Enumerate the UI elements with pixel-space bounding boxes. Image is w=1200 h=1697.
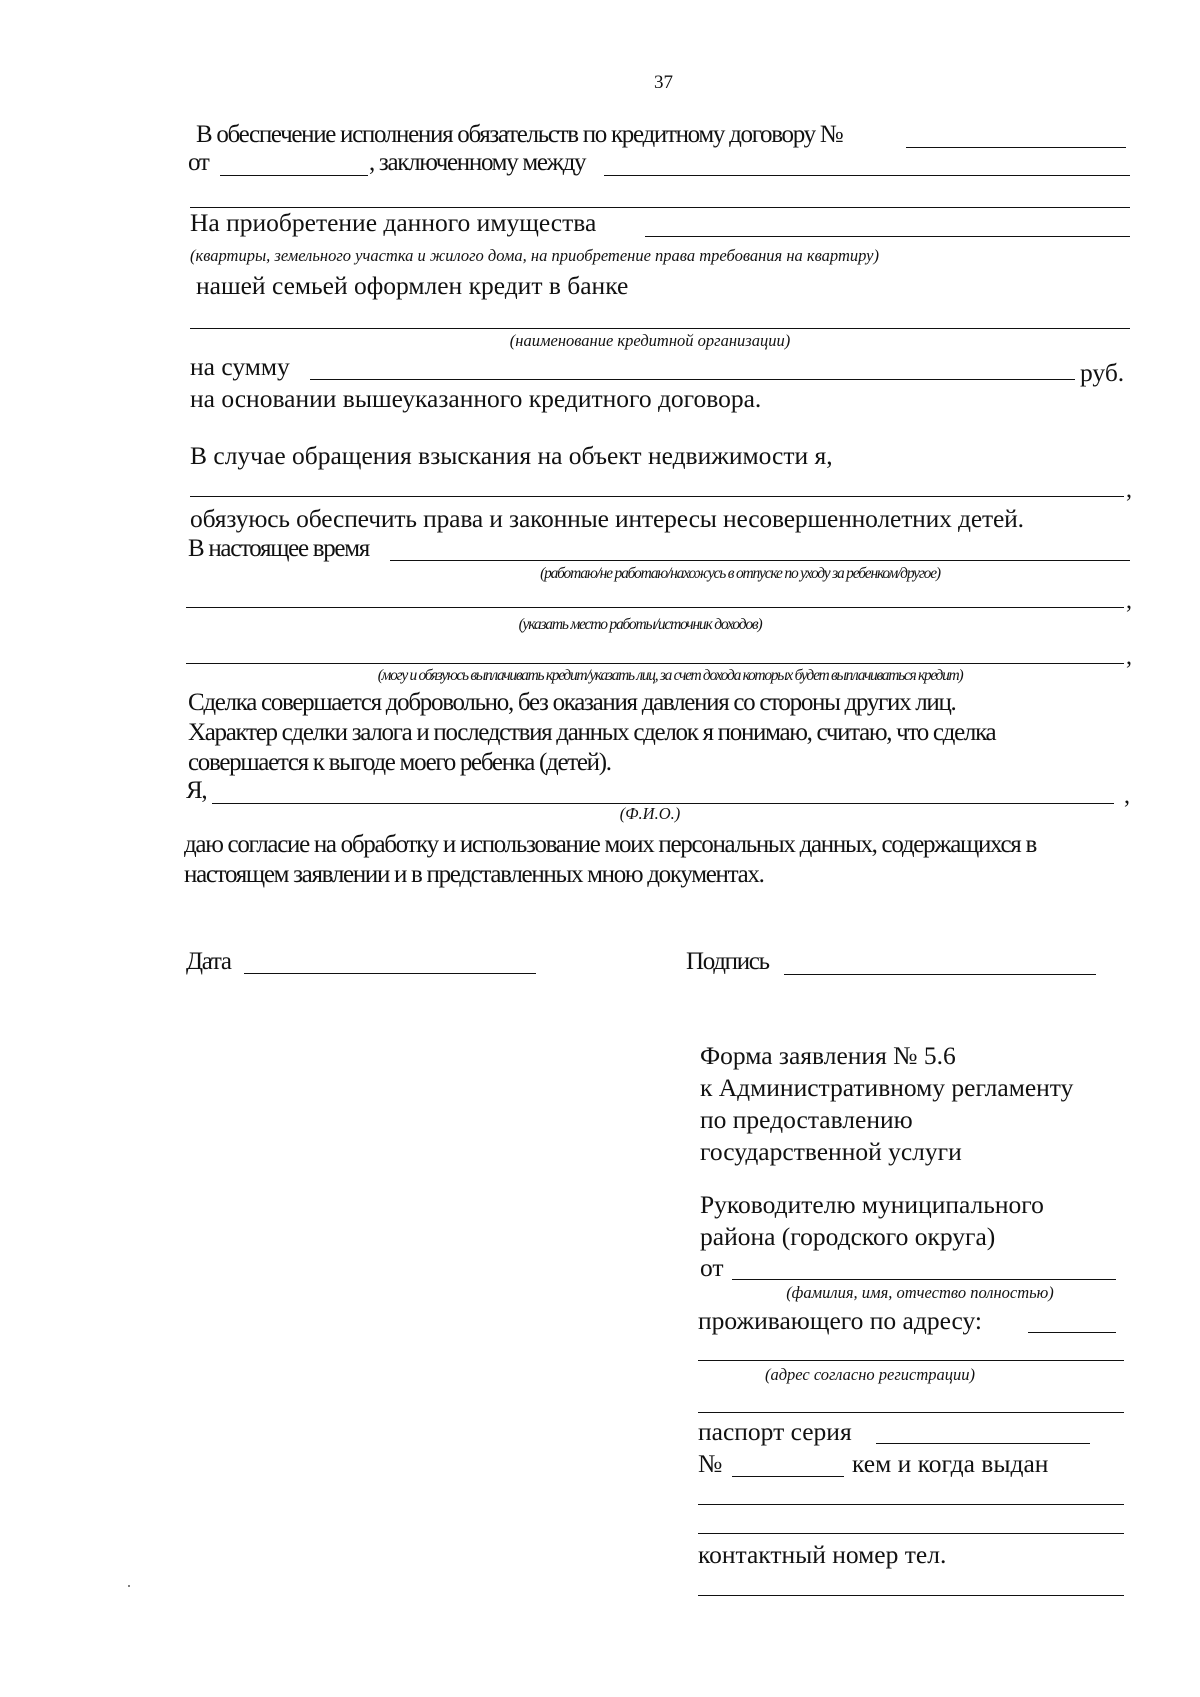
contract-number-field[interactable] [906,147,1126,148]
contract-parties-field[interactable] [604,175,1130,176]
address-field-3[interactable] [698,1412,1124,1413]
income-source-field[interactable] [186,607,1124,608]
contract-date-field[interactable] [220,175,368,176]
passport-number-field[interactable] [732,1476,844,1477]
form-header-line-3: по предоставлению [700,1105,913,1134]
applicant-name-field[interactable] [190,496,1124,497]
phone-label: контактный номер тел. [698,1540,947,1569]
comma-mark: , [1126,644,1132,670]
currency-label: руб. [1080,358,1125,387]
fio-caption: (Ф.И.О.) [619,804,681,823]
intro-line-1: В обеспечение исполнения обязательств по кредитному договору № [196,121,843,148]
applicant-fullname-field[interactable] [732,1279,1116,1280]
address-field-2[interactable] [698,1360,1124,1361]
statement-line-1: Сделка совершается добровольно, без оказания давления со стороны других лиц. [188,689,956,716]
obligation-line-2: обязуюсь обеспечить права и законные интересы несовершеннолетних детей. [190,504,1024,533]
form-header-line-4: государственной услуги [700,1137,962,1166]
form-header-line-1: Форма заявления № 5.6 [700,1041,956,1070]
issued-field-2[interactable] [698,1533,1124,1534]
address-field[interactable] [1028,1332,1116,1333]
basis-text: на основании вышеуказанного кредитного договора. [190,384,762,413]
name-caption: (фамилия, имя, отчество полностью) [786,1283,1054,1302]
form-header [700,1040,1073,1168]
addressee-line-1: Руководителю муниципального [700,1190,1044,1219]
bank-caption: (наименование кредитной организации) [509,331,791,350]
addressee-from-label: от [700,1253,724,1282]
intro-from-label: от [188,149,209,176]
current-time-label: В настоящее время [188,535,369,562]
passport-series-field[interactable] [876,1443,1090,1444]
passport-number-label: № [698,1449,723,1478]
date-label: Дата [186,948,231,975]
bank-name-field[interactable] [190,328,1130,329]
property-label: На приобретение данного имущества [190,208,597,237]
i-label: Я, [186,777,207,804]
repay-caption: (могу и обязуюсь выплачивать кредит/указать лиц, за счет дохода которых будет выплачиваться кредит) [377,667,963,684]
comma-mark: , [1126,477,1132,503]
page-number: 37 [654,72,673,93]
phone-field[interactable] [698,1595,1124,1596]
issued-label: кем и когда выдан [852,1449,1049,1478]
signature-field[interactable] [784,974,1096,975]
employment-status-field[interactable] [390,560,1130,561]
address-caption: (адрес согласно регистрации) [764,1365,976,1384]
repayment-field[interactable] [186,663,1124,664]
signature-label: Подпись [686,948,769,975]
comma-mark: , [1124,783,1130,809]
form-header-line-2: к Административному регламенту [700,1073,1074,1102]
issued-field[interactable] [698,1504,1124,1505]
consent-line-1: даю согласие на обработку и использование моих персональных данных, содержащихся в [184,831,1036,858]
income-caption: (указать место работы/источник доходов) [518,616,762,633]
comma-mark: , [1126,588,1132,614]
date-field[interactable] [244,973,536,974]
work-caption: (работаю/не работаю/нахожусь в отпуске по уходу за ребенком/другое) [540,565,940,582]
obligation-line-1: В случае обращения взыскания на объект недвижимости я, [190,441,833,470]
addressee-line-2: района (городского округа) [700,1222,996,1251]
property-field[interactable] [645,236,1130,237]
sum-label: на сумму [190,352,290,381]
statement-line-2: Характер сделки залога и последствия данных сделок я понимаю, считаю, что сделка [188,719,996,746]
sum-field[interactable] [310,379,1075,380]
credit-line: нашей семьей оформлен кредит в банке [196,271,629,300]
consent-line-2: настоящем заявлении и в представленных мною документах. [184,861,764,888]
intro-between-label: , заключенному между [369,149,586,176]
property-caption: (квартиры, земельного участка и жилого дома, на приобретение права требования на квартиру) [190,246,879,265]
passport-label: паспорт серия [698,1417,852,1446]
statement-line-3: совершается к выгоде моего ребенка (детей). [188,749,611,776]
address-label: проживающего по адресу: [698,1306,982,1335]
scan-speck [128,1585,130,1587]
